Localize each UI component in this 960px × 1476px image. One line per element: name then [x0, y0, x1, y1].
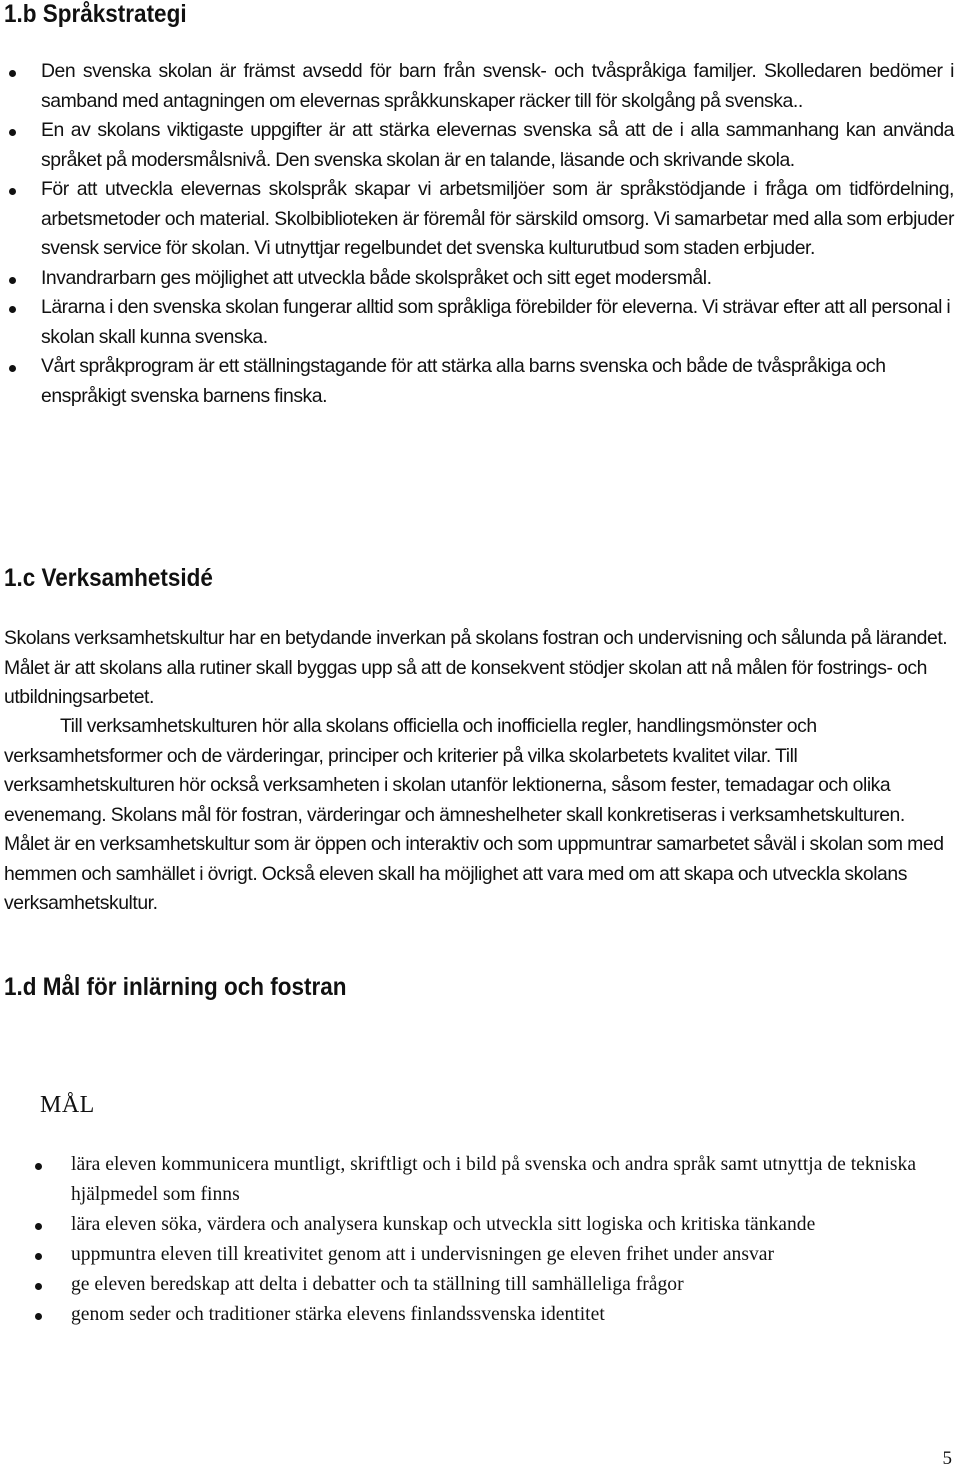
- mal-bullet-list: [0, 1150, 958, 1330]
- list-item-text: Vårt språkprogram är ett ställningstagande för att stärka alla barns svenska och både de tvåspråkiga och enspråkigt svenska barnens finska.: [41, 355, 886, 407]
- list-item-text: En av skolans viktigaste uppgifter är att stärka elevernas svenska så att de i alla sammanhang kan använda språket på modersmålsnivå. Den svenska skolan är en talande, läsande och skrivande skola.: [41, 119, 954, 171]
- bullet-icon: [9, 277, 16, 284]
- section-heading-sprakstrategi: 1.b Språkstrategi: [4, 0, 187, 28]
- list-item-text: lära eleven söka, värdera och analysera kunskap och utveckla sitt logiska och kritiska tänkande: [71, 1214, 816, 1235]
- list-item: [0, 1210, 958, 1240]
- bullet-icon: [9, 365, 16, 372]
- list-item-text: genom seder och traditioner stärka elevens finlandssvenska identitet: [71, 1304, 605, 1325]
- bullet-icon: [35, 1223, 42, 1230]
- list-item-text: För att utveckla elevernas skolspråk skapar vi arbetsmiljöer som är språkstödjande i fråga om tidfördelning, arbetsmetoder och material. Skolbiblioteken är föremål för särskild omsorg. Vi samarbetar med alla som erbjuder svensk service för skolan. Vi utnyttjar regelbundet det svenska kulturutbud som staden erbjuder.: [41, 178, 954, 259]
- list-item-text: Invandrarbarn ges möjlighet att utveckla både skolspråket och sitt eget modersmål.: [41, 266, 712, 289]
- bullet-icon: [9, 188, 16, 195]
- subheading-mal: MÅL: [40, 1092, 95, 1118]
- list-item: [0, 1270, 958, 1300]
- list-item: [0, 1150, 958, 1210]
- list-item: [0, 175, 954, 264]
- list-item-text: ge eleven beredskap att delta i debatter och ta ställning till samhälleliga frågor: [71, 1274, 684, 1295]
- list-item: [0, 1300, 958, 1330]
- section-heading-verksamhetside: 1.c Verksamhetsidé: [4, 564, 213, 592]
- bullet-icon: [35, 1313, 42, 1320]
- list-item: [0, 264, 954, 294]
- page-number: 5: [942, 1448, 952, 1469]
- list-item: [0, 1240, 958, 1270]
- list-item-text: lära eleven kommunicera muntligt, skriftligt och i bild på svenska och andra språk samt utnyttja de tekniska hjälpmedel som finns: [71, 1154, 917, 1205]
- bullet-icon: [9, 129, 16, 136]
- bullet-icon: [35, 1283, 42, 1290]
- list-item: [0, 57, 954, 116]
- list-item-text: Lärarna i den svenska skolan fungerar alltid som språkliga förebilder för eleverna. Vi strävar efter att all personal i skolan skall kunna svenska.: [41, 296, 951, 348]
- list-item: [0, 293, 954, 352]
- section-heading-mal-for-inlarning: 1.d Mål för inlärning och fostran: [4, 973, 347, 1001]
- bullet-icon: [35, 1253, 42, 1260]
- body-paragraph: Skolans verksamhetskultur har en betydande inverkan på skolans fostran och undervisning och sålunda på lärandet. Målet är att skolans alla rutiner skall byggas upp så att de konsekvent stödjer skolan att nå målen för fostrings- och utbildningsarbetet.: [4, 627, 948, 708]
- list-item-text: Den svenska skolan är främst avsedd för barn från svensk- och tvåspråkiga familjer. Skolledaren bedömer i samband med antagningen om elevernas språkkunskaper räcker till för skolgång på svenska..: [41, 60, 954, 112]
- bullet-icon: [35, 1163, 42, 1170]
- list-item: [0, 352, 954, 411]
- sprakstrategi-bullet-list: [0, 57, 954, 411]
- bullet-icon: [9, 70, 16, 77]
- body-paragraph: Till verksamhetskulturen hör alla skolans officiella och inofficiella regler, handlingsmönster och verksamhetsformer och de värderingar, principer och kriterier på vilka skolarbetets kvalitet vilar. Till verksamhetskulturen hör också verksamheten i skolan utanför lektionerna, såsom fester, temadagar och olika evenemang. Skolans mål för fostran, värderingar och ämneshelheter skall konkretiseras i verksamhetskulturen. Målet är en verksamhetskultur som är öppen och interaktiv och som uppmuntrar samarbetet såväl i skolan som med hemmen och samhället i övrigt. Också eleven skall ha möjlighet att vara med om att skapa och utveckla skolans verksamhetskultur.: [4, 715, 944, 914]
- list-item: [0, 116, 954, 175]
- list-item-text: uppmuntra eleven till kreativitet genom att i undervisningen ge eleven frihet under ansvar: [71, 1244, 774, 1265]
- bullet-icon: [9, 306, 16, 313]
